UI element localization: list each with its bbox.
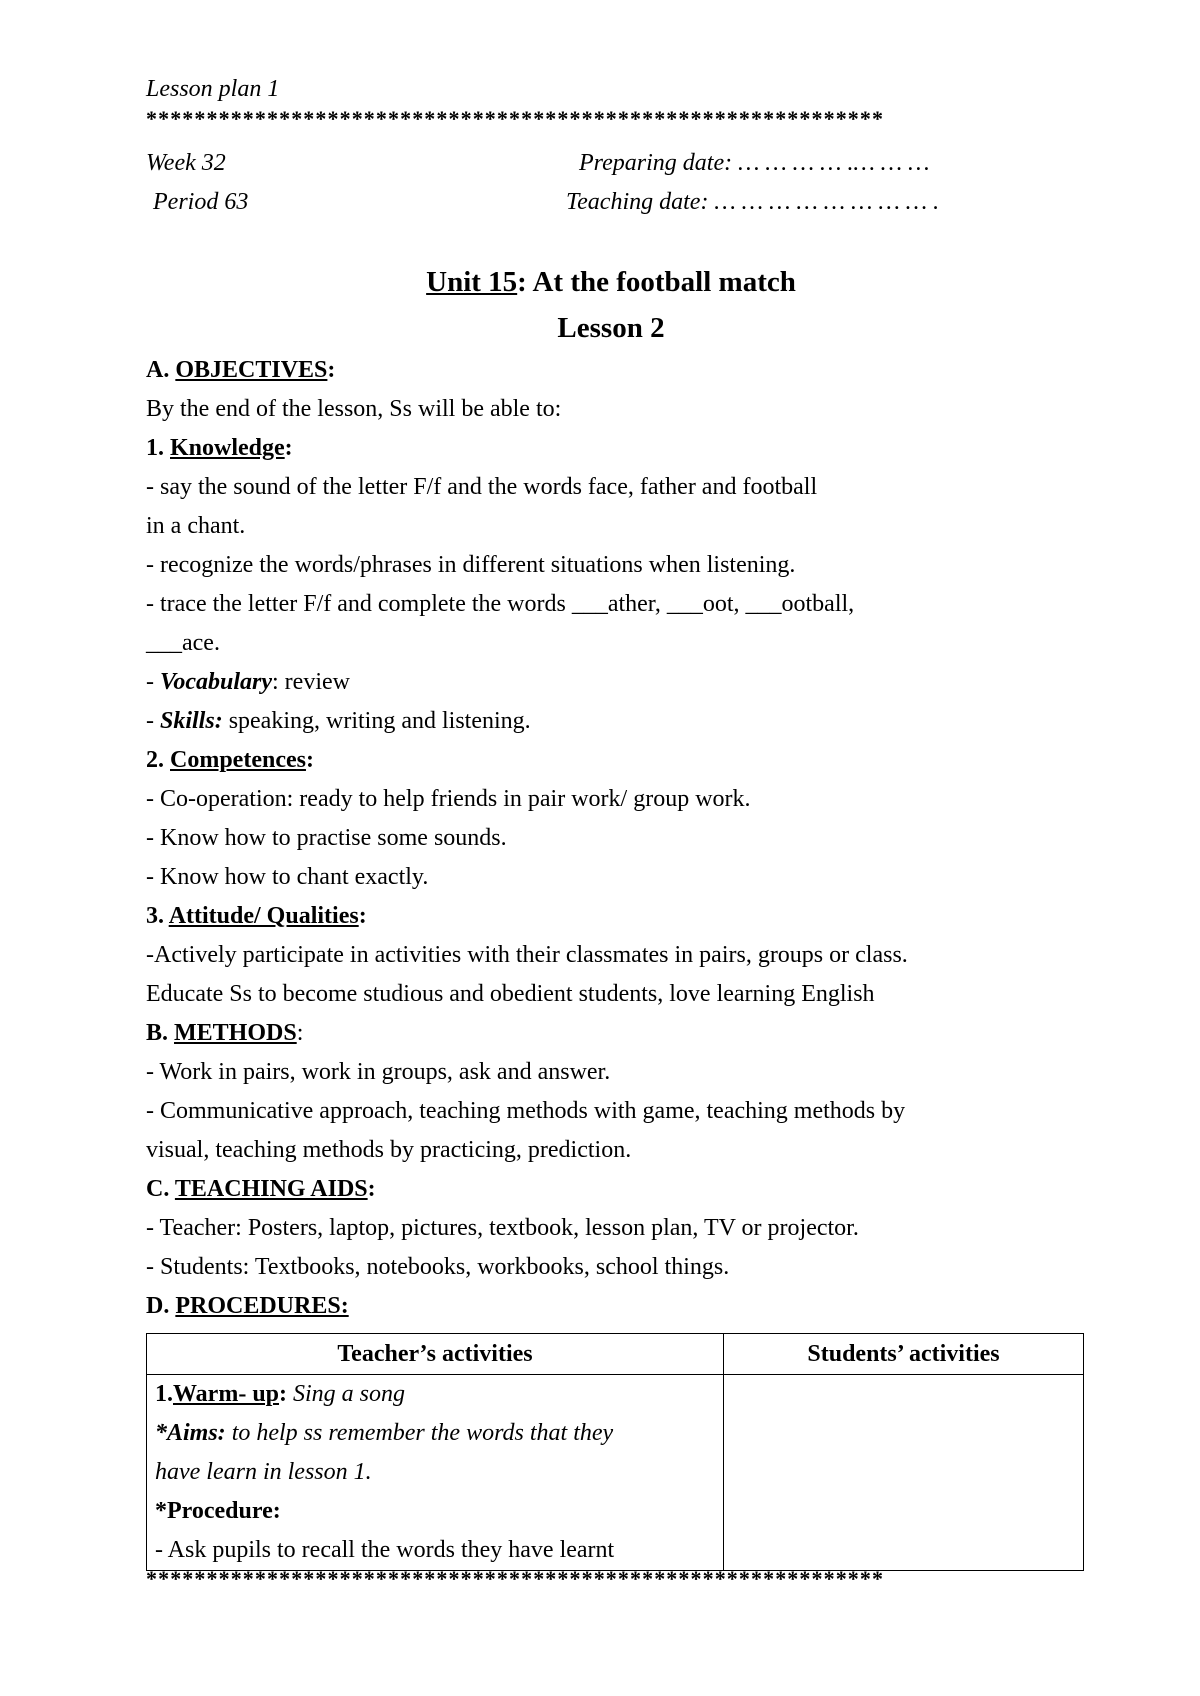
aims-line: *Aims: to help ss remember the words that they — [155, 1420, 614, 1446]
knowledge-heading: 1. Knowledge: — [146, 435, 293, 461]
period-label: Period 63 — [153, 189, 249, 215]
competence-item-2: - Know how to practise some sounds. — [146, 825, 507, 851]
knowledge-item-3a: - trace the letter F/f and complete the words ___ather, ___oot, ___ootball, — [146, 591, 855, 617]
table-header-row — [147, 1334, 1084, 1375]
students-activities-cell — [724, 1375, 1084, 1571]
vocabulary-line: - Vocabulary: review — [146, 669, 350, 695]
header-lesson-plan: Lesson plan 1 — [146, 76, 280, 102]
procedure-label: *Procedure: — [155, 1498, 281, 1524]
competence-item-3: - Know how to chant exactly. — [146, 864, 429, 890]
teaching-date: Teaching date: … … … … … … … … . — [566, 189, 940, 215]
methods-item-2a: - Communicative approach, teaching methods with game, teaching methods by — [146, 1098, 906, 1124]
unit-label: Unit 15 — [426, 266, 518, 298]
attitude-item-1: -Actively participate in activities with their classmates in pairs, groups or class. — [146, 942, 908, 968]
warmup-line: 1.Warm- up: Sing a song — [155, 1381, 406, 1407]
teacher-activities-header: Teacher’s activities — [147, 1334, 724, 1375]
methods-item-1: - Work in pairs, work in groups, ask and answer. — [146, 1059, 611, 1085]
students-activities-header: Students’ activities — [724, 1334, 1084, 1375]
top-stars-divider: ************************************************************* — [146, 106, 885, 131]
teaching-aids-item-1: - Teacher: Posters, laptop, pictures, textbook, lesson plan, TV or projector. — [146, 1215, 859, 1241]
methods-item-2b: visual, teaching methods by practicing, prediction. — [146, 1137, 632, 1163]
methods-heading: B. METHODS: — [146, 1020, 304, 1046]
attitude-heading: 3. Attitude/ Qualities: — [146, 903, 367, 929]
procedure-step-1: - Ask pupils to recall the words they have learnt — [155, 1537, 615, 1563]
attitude-item-2: Educate Ss to become studious and obedient students, love learning English — [146, 981, 875, 1007]
competence-item-1: - Co-operation: ready to help friends in pair work/ group work. — [146, 786, 751, 812]
procedures-heading: D. PROCEDURES: — [146, 1293, 349, 1319]
knowledge-item-1b: in a chant. — [146, 513, 246, 539]
bottom-stars-divider: ************************************************************* — [146, 1566, 885, 1591]
objectives-heading: A. OBJECTIVES: — [146, 357, 336, 383]
preparing-date: Preparing date: … … … … .… … … — [579, 150, 930, 176]
skills-line: - Skills: speaking, writing and listening. — [146, 708, 531, 734]
teaching-aids-heading: C. TEACHING AIDS: — [146, 1176, 376, 1202]
competences-heading: 2. Competences: — [146, 747, 314, 773]
knowledge-item-2: - recognize the words/phrases in different situations when listening. — [146, 552, 796, 578]
knowledge-item-3b: ___ace. — [146, 630, 220, 656]
unit-name: : At the football match — [517, 266, 796, 298]
knowledge-item-1a: - say the sound of the letter F/f and the words face, father and football — [146, 474, 818, 500]
teaching-aids-item-2: - Students: Textbooks, notebooks, workbooks, school things. — [146, 1254, 730, 1280]
teacher-activities-cell — [147, 1375, 724, 1571]
procedures-table — [146, 1333, 1084, 1571]
aims-line-2: have learn in lesson 1. — [155, 1459, 372, 1485]
week-label: Week 32 — [146, 150, 226, 176]
lesson-title: Lesson 2 — [557, 312, 665, 344]
objectives-intro: By the end of the lesson, Ss will be able to: — [146, 396, 562, 422]
unit-title — [146, 266, 1076, 299]
table-row — [147, 1375, 1084, 1571]
